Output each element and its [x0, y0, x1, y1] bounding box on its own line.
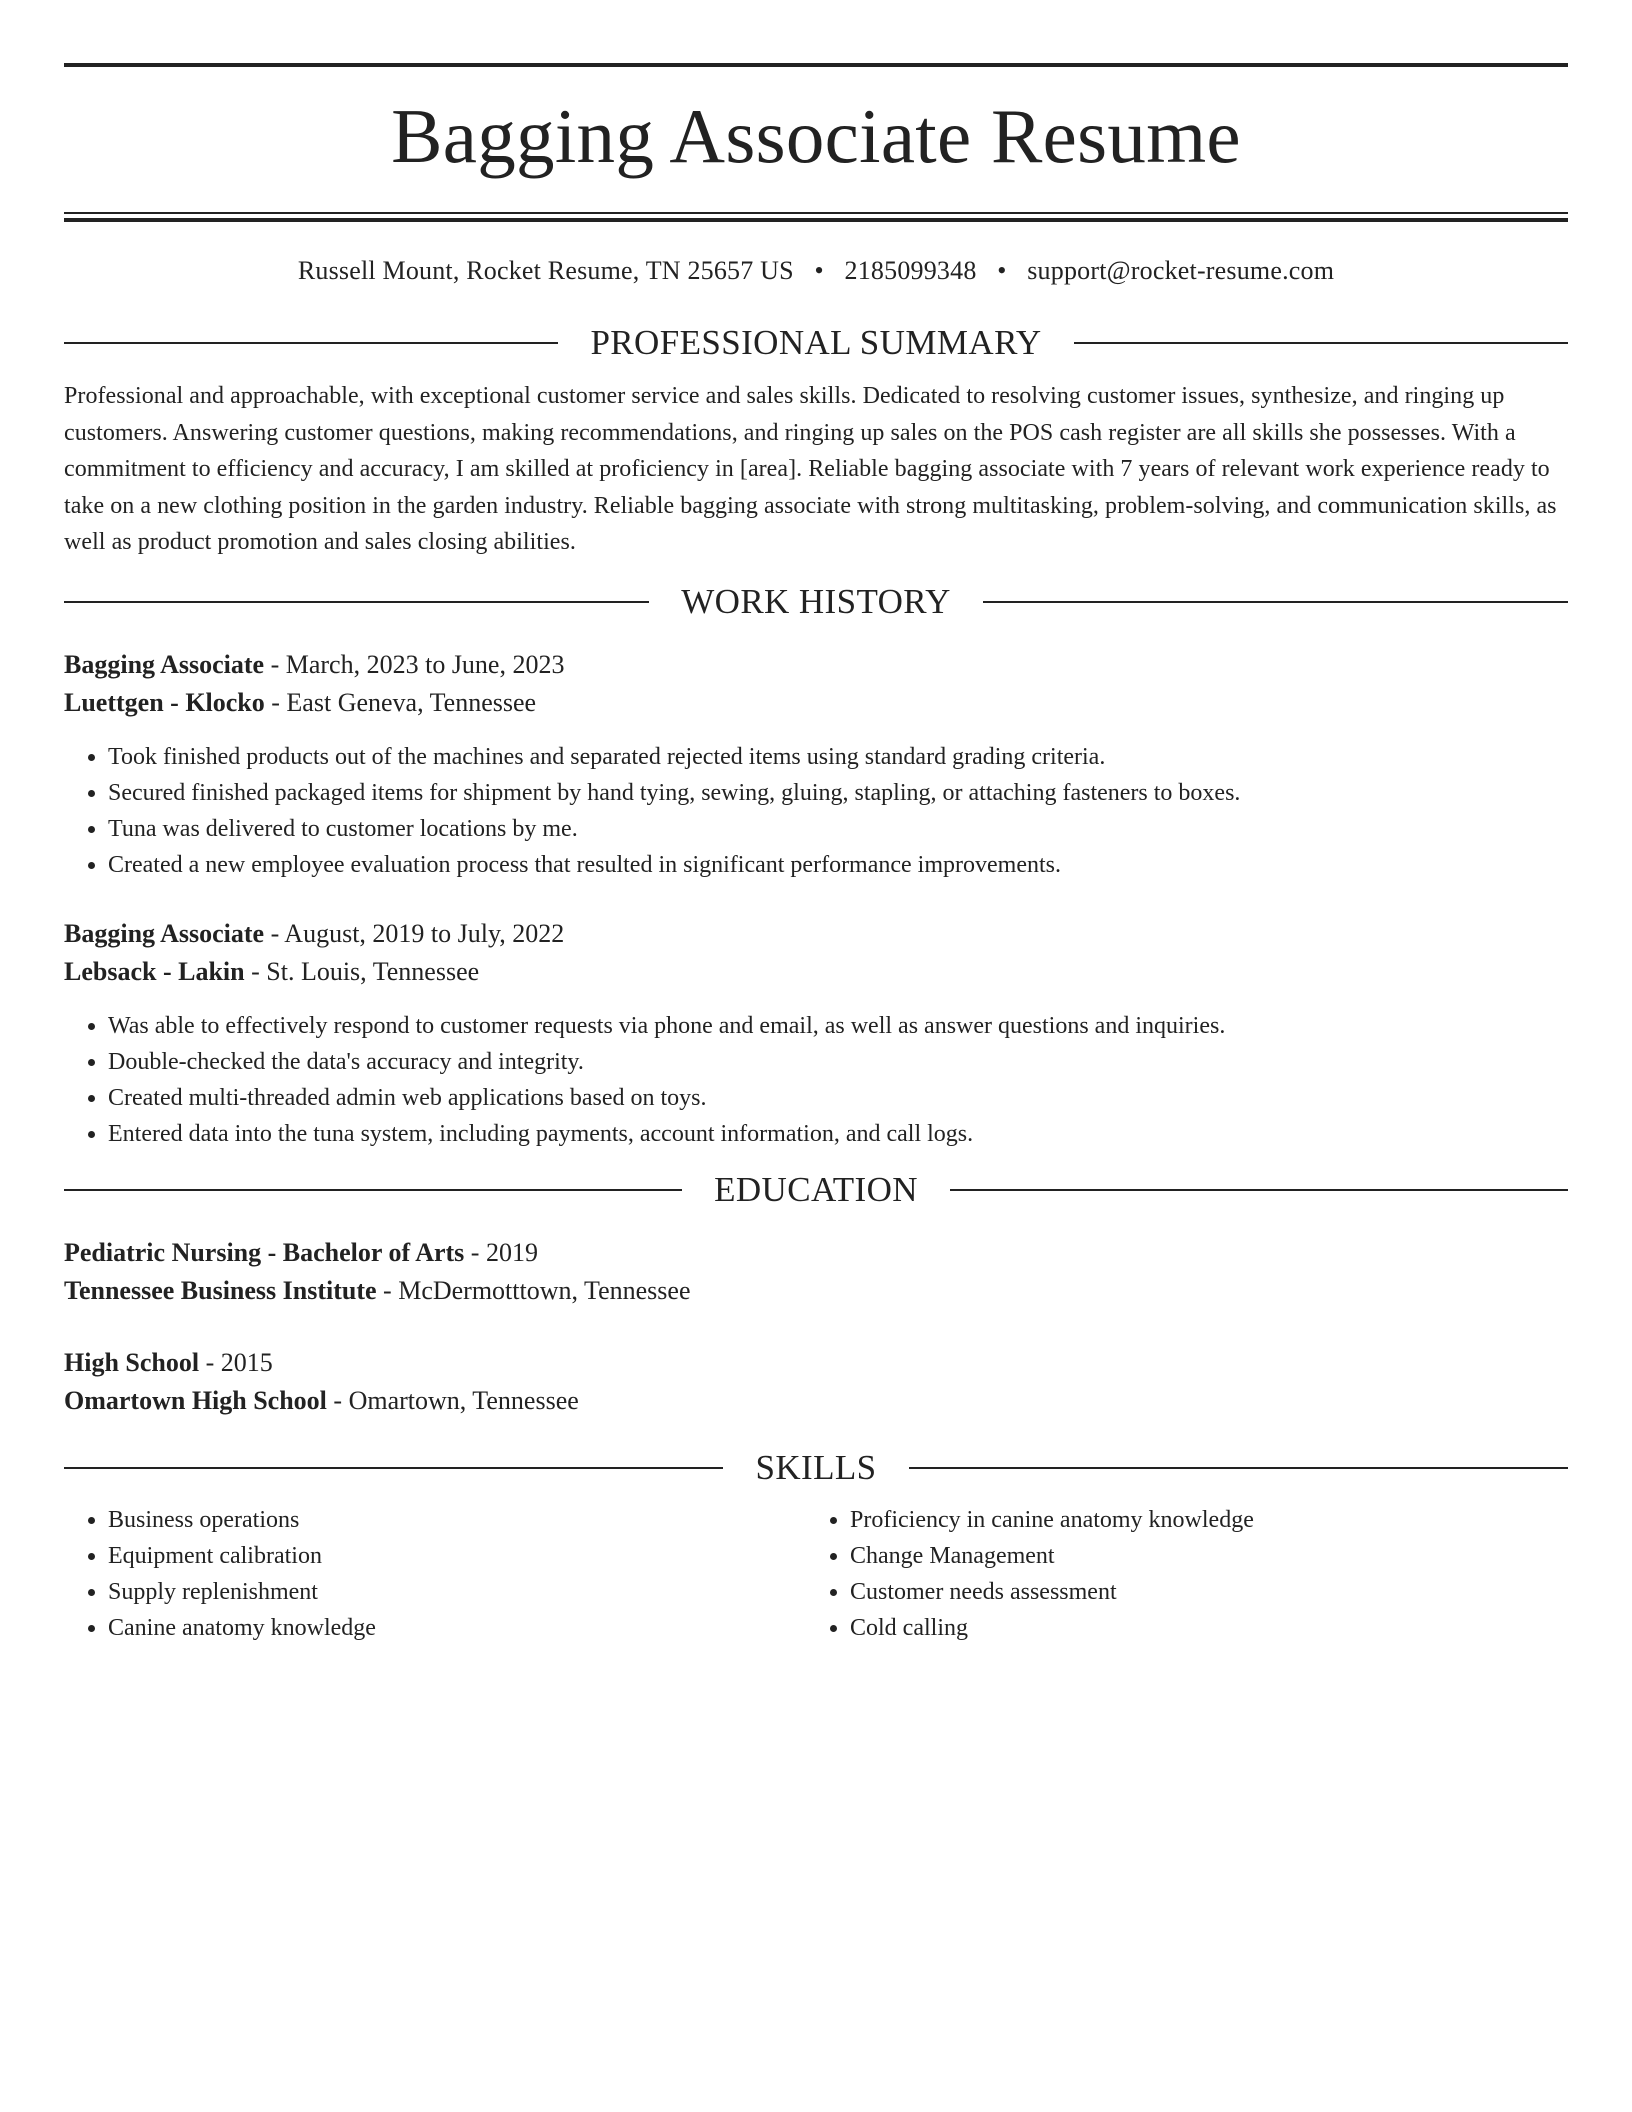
job-entry	[64, 646, 1568, 883]
skills-section-header	[64, 1448, 1568, 1488]
job-title-line	[64, 915, 1568, 953]
education-location: - Omartown, Tennessee	[326, 1385, 579, 1415]
list-item: • Created multi-threaded admin web applications based on toys.	[108, 1080, 1568, 1116]
skill-item: • Cold calling	[850, 1610, 1568, 1646]
list-item: • Secured finished packaged items for shipment by hand tying, sewing, gluing, stapling, or attaching fasteners to boxes.	[108, 775, 1568, 811]
divider-line	[909, 1467, 1568, 1469]
resume-title: Bagging Associate Resume	[391, 93, 1241, 179]
education-year: - 2019	[464, 1237, 538, 1267]
divider-line	[64, 342, 558, 344]
skill-item: • Canine anatomy knowledge	[108, 1610, 806, 1646]
education-entry	[64, 1344, 1568, 1420]
skill-item: • Supply replenishment	[108, 1574, 806, 1610]
section-title-summary: PROFESSIONAL SUMMARY	[590, 323, 1042, 362]
list-item: • Tuna was delivered to customer locations by me.	[108, 811, 1568, 847]
job-duties-list	[64, 1008, 1568, 1152]
skills-list-left	[64, 1502, 806, 1646]
contact-phone: 2185099348	[844, 256, 977, 285]
contact-separator: •	[814, 256, 824, 285]
divider-line	[64, 1189, 682, 1191]
education-school-line	[64, 1272, 1568, 1310]
education-degree: Pediatric Nursing - Bachelor of Arts	[64, 1237, 465, 1267]
list-item: • Took finished products out of the machines and separated rejected items using standard grading criteria.	[108, 739, 1568, 775]
education-section-header	[64, 1170, 1568, 1210]
job-location: - St. Louis, Tennessee	[244, 956, 480, 986]
section-title-work: WORK HISTORY	[681, 581, 951, 621]
skill-item: • Customer needs assessment	[850, 1574, 1568, 1610]
job-company-line	[64, 684, 1568, 722]
summary-section-header	[64, 323, 1568, 363]
skills-grid	[64, 1502, 1568, 1646]
contact-line	[64, 255, 1568, 287]
job-title: Bagging Associate	[64, 918, 265, 948]
divider-line	[950, 1189, 1568, 1191]
section-title-skills: SKILLS	[755, 1447, 877, 1487]
contact-address: Russell Mount, Rocket Resume, TN 25657 US	[297, 256, 794, 285]
section-title-education: EDUCATION	[714, 1169, 918, 1209]
education-degree-line	[64, 1344, 1568, 1382]
divider-line	[64, 601, 649, 603]
job-company: Luettgen - Klocko	[64, 687, 265, 717]
education-school: Omartown High School	[64, 1385, 327, 1415]
skill-item: • Change Management	[850, 1538, 1568, 1574]
job-title-line	[64, 646, 1568, 684]
job-dates: - March, 2023 to June, 2023	[264, 649, 565, 679]
job-duties-list	[64, 739, 1568, 883]
work-section-header	[64, 582, 1568, 622]
list-item: • Was able to effectively respond to customer requests via phone and email, as well as answer questions and inquiries.	[108, 1008, 1568, 1044]
contact-separator: •	[997, 256, 1007, 285]
education-degree: High School	[64, 1347, 200, 1377]
skill-item: • Equipment calibration	[108, 1538, 806, 1574]
divider-line	[983, 601, 1568, 603]
list-item: • Entered data into the tuna system, including payments, account information, and call logs.	[108, 1116, 1568, 1152]
job-title: Bagging Associate	[64, 649, 265, 679]
job-dates: - August, 2019 to July, 2022	[264, 918, 565, 948]
education-location: - McDermotttown, Tennessee	[376, 1275, 691, 1305]
education-entry	[64, 1234, 1568, 1310]
job-entry	[64, 915, 1568, 1152]
skill-item: • Business operations	[108, 1502, 806, 1538]
education-school: Tennessee Business Institute	[64, 1275, 377, 1305]
list-item: • Created a new employee evaluation process that resulted in significant performance improvements.	[108, 847, 1568, 883]
contact-email: support@rocket-resume.com	[1027, 256, 1335, 285]
job-company-line	[64, 953, 1568, 991]
job-location: - East Geneva, Tennessee	[264, 687, 537, 717]
skills-list-right	[806, 1502, 1568, 1646]
education-school-line	[64, 1382, 1568, 1420]
job-company: Lebsack - Lakin	[64, 956, 245, 986]
list-item: • Double-checked the data's accuracy and integrity.	[108, 1044, 1568, 1080]
divider-line	[1074, 342, 1568, 344]
education-year: - 2015	[199, 1347, 273, 1377]
title-double-rule	[64, 212, 1568, 222]
summary-text: Professional and approachable, with exceptional customer service and sales skills. Dedicated to resolving customer issues, synthesize, and ringing up customers. Answering customer questions, making recommendations, and ringing up sales on the POS cash register are all skills she possesses. With a commitment to efficiency and accuracy, I am skilled at proficiency in [area]. Reliable bagging associate with 7 years of relevant work experience ready to take on a new clothing position in the garden industry. Reliable bagging associate with strong multitasking, problem-solving, and communication skills, as well as product promotion and sales closing abilities.	[64, 383, 1557, 555]
skill-item: • Proficiency in canine anatomy knowledge	[850, 1502, 1568, 1538]
divider-line	[64, 1467, 723, 1469]
education-degree-line	[64, 1234, 1568, 1272]
